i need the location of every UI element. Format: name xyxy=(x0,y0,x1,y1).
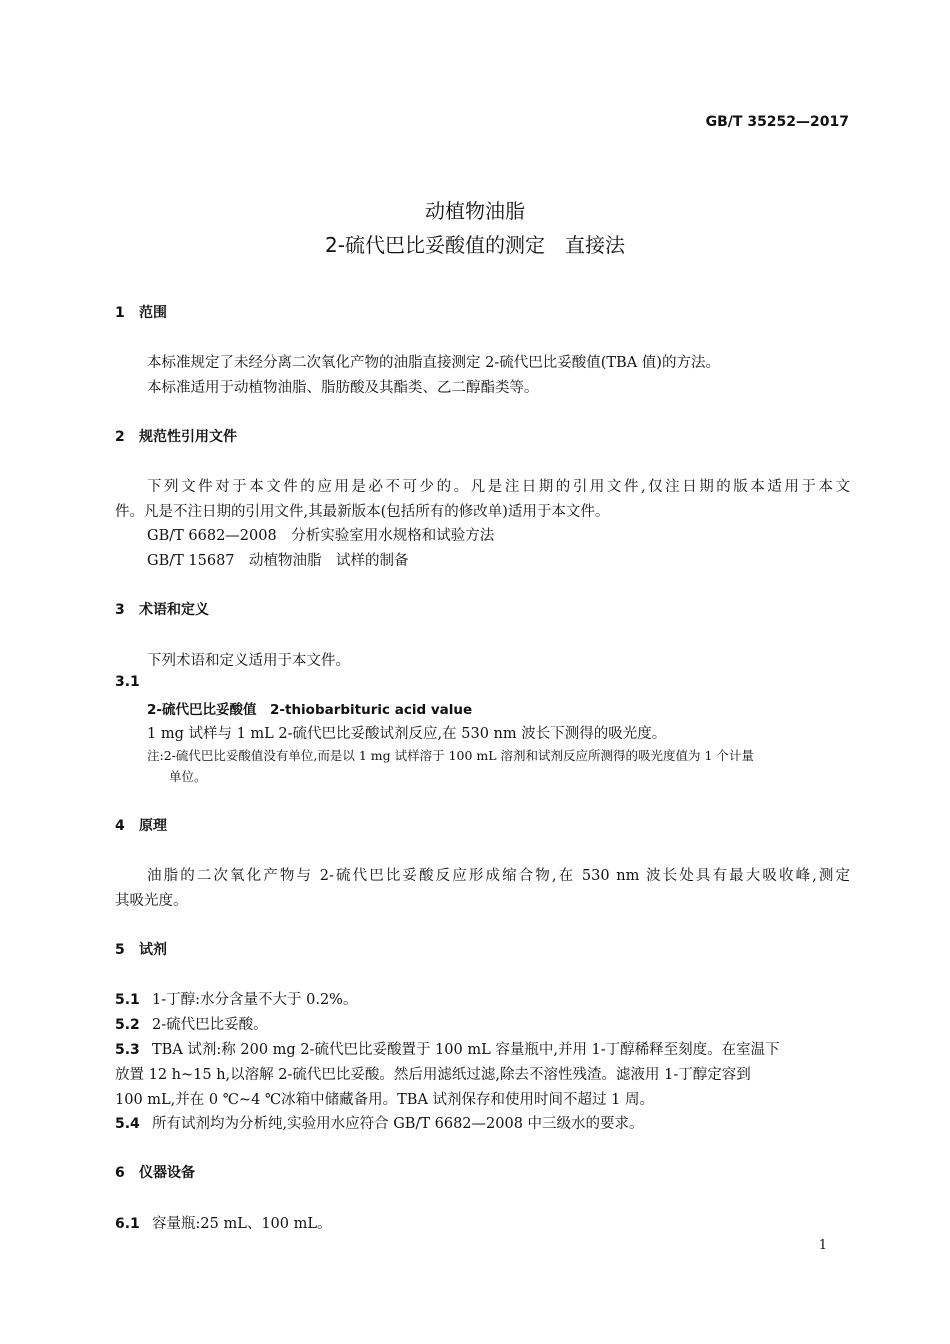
s1-paragraph-1: 本标准规定了未经分离二次氧化产物的油脂直接测定 2-硫代巴比妥酸值(TBA 值)的方法。 xyxy=(147,355,720,371)
apparatus-item-6-1: 6.1 容量瓶:25 mL、100 mL。 xyxy=(115,1216,332,1232)
section-6-heading xyxy=(115,1162,195,1182)
section-number: 5 xyxy=(115,942,125,958)
section-title: 试剂 xyxy=(139,942,167,958)
section-5-heading xyxy=(115,939,167,959)
section-title: 范围 xyxy=(139,305,167,321)
s2-paragraph-line-2: 件。凡是不注日期的引用文件,其最新版本(包括所有的修改单)适用于本文件。 xyxy=(115,504,610,520)
page-number: 1 xyxy=(818,1238,827,1253)
section-number: 3 xyxy=(115,602,125,618)
term-definition: 1 mg 试样与 1 mL 2-硫代巴比妥酸试剂反应,在 530 nm 波长下测得的吸光度。 xyxy=(147,726,667,742)
section-title: 仪器设备 xyxy=(139,1165,195,1181)
reagent-item-5-1: 5.1 1-丁醇:水分含量不大于 0.2%。 xyxy=(115,992,358,1008)
subclause-number: 3.1 xyxy=(115,674,140,690)
section-title: 规范性引用文件 xyxy=(139,429,237,445)
reagent-item-5-3-line-2: 放置 12 h~15 h,以溶解 2-硫代巴比妥酸。然后用滤纸过滤,除去不溶性残渣。滤液用 1-丁醇定容到 xyxy=(115,1067,751,1083)
s4-paragraph-line-2: 其吸光度。 xyxy=(115,893,188,909)
title-line-1: 动植物油脂 xyxy=(425,199,525,223)
s3-intro: 下列术语和定义适用于本文件。 xyxy=(147,653,350,669)
standard-code: GB/T 35252—2017 xyxy=(705,114,849,130)
normative-reference-2: GB/T 15687 动植物油脂 试样的制备 xyxy=(147,553,409,569)
s2-paragraph-line-1: 下列文件对于本文件的应用是必不可少的。凡是注日期的引用文件,仅注日期的版本适用于本文 xyxy=(147,479,850,495)
s1-paragraph-2: 本标准适用于动植物油脂、脂肪酸及其酯类、乙二醇酯类等。 xyxy=(147,380,539,396)
section-4-heading xyxy=(115,815,167,835)
section-number: 4 xyxy=(115,818,125,834)
section-2-heading xyxy=(115,426,237,446)
section-3-heading xyxy=(115,599,209,619)
reagent-item-5-4: 5.4 所有试剂均为分析纯,实验用水应符合 GB/T 6682—2008 中三级水的要求。 xyxy=(115,1116,644,1132)
normative-reference-1: GB/T 6682—2008 分析实验室用水规格和试验方法 xyxy=(147,528,495,544)
title-line-2: 2-硫代巴比妥酸值的测定 直接法 xyxy=(325,233,625,257)
note-line-2: 单位。 xyxy=(169,769,207,784)
term-entry: 2-硫代巴比妥酸值 2-thiobarbituric acid value xyxy=(147,702,473,718)
section-number: 6 xyxy=(115,1165,125,1181)
note-line-1: 注:2-硫代巴比妥酸值没有单位,而是以 1 mg 试样溶于 100 mL 溶剂和试剂反应所测得的吸光度值为 1 个计量 xyxy=(147,748,754,763)
section-title: 术语和定义 xyxy=(139,602,209,618)
section-number: 2 xyxy=(115,429,125,445)
reagent-item-5-3: 5.3 TBA 试剂:称 200 mg 2-硫代巴比妥酸置于 100 mL 容量瓶中,并用 1-丁醇稀释至刻度。在室温下 xyxy=(115,1042,780,1058)
section-title: 原理 xyxy=(139,818,167,834)
reagent-item-5-3-line-3: 100 mL,并在 0 ℃~4 ℃冰箱中储藏备用。TBA 试剂保存和使用时间不超过 1 周。 xyxy=(115,1092,654,1108)
section-1-heading xyxy=(115,302,167,322)
section-number: 1 xyxy=(115,305,125,321)
s4-paragraph-line-1: 油脂的二次氧化产物与 2-硫代巴比妥酸反应形成缩合物,在 530 nm 波长处具有最大吸收峰,测定 xyxy=(147,868,850,884)
reagent-item-5-2: 5.2 2-硫代巴比妥酸。 xyxy=(115,1017,268,1033)
